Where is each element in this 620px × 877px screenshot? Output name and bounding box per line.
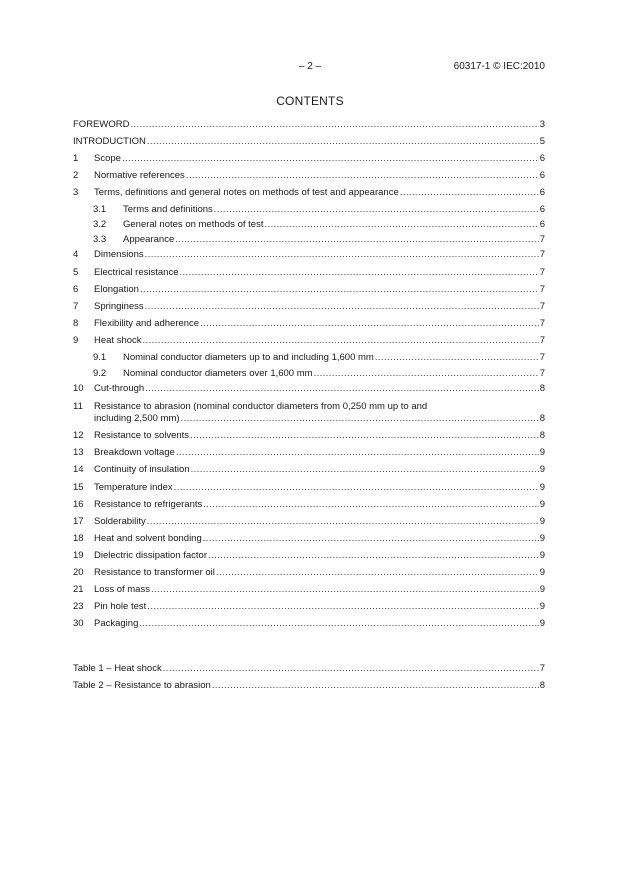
toc-page-number: 9: [539, 464, 545, 475]
toc-page-number: 9: [539, 550, 545, 561]
toc-page-number: 7: [539, 284, 545, 295]
toc-entry-number: 3.3: [93, 234, 107, 245]
toc-entry-text: Dimensions: [94, 249, 144, 260]
toc-page-number: 9: [539, 601, 545, 612]
toc-page-number: 9: [539, 567, 545, 578]
toc-entry-text: INTRODUCTION: [73, 136, 146, 147]
toc-entry-number: 5: [73, 267, 79, 278]
toc-entry-number: 4: [73, 249, 79, 260]
toc-entry-number: 30: [73, 618, 84, 629]
toc-page-number: 9: [539, 516, 545, 527]
toc-entry-text: Resistance to solvents: [94, 430, 190, 441]
toc-entry-7[interactable]: [73, 301, 545, 313]
toc-page-number: 6: [539, 153, 545, 164]
document-id: 60317-1 © IEC:2010: [453, 61, 545, 72]
toc-entry-text: Heat and solvent bonding: [94, 533, 202, 544]
toc-entry-number: 3.1: [93, 204, 107, 215]
toc-entry-13[interactable]: [73, 447, 545, 459]
toc-entry-number: 6: [73, 284, 79, 295]
toc-entry-16[interactable]: [73, 499, 545, 511]
toc-entry-text-continued: including 2,500 mm): [94, 413, 180, 424]
toc-page-number: 7: [539, 368, 545, 379]
toc-entry-20[interactable]: [73, 567, 545, 579]
toc-page-number: 6: [539, 187, 545, 198]
toc-entry-number: 9.1: [93, 352, 107, 363]
toc-entry-text: FOREWORD: [73, 119, 130, 130]
toc-entry-text: Breakdown voltage: [94, 447, 175, 458]
toc-entry-1[interactable]: [73, 153, 545, 165]
toc-entry-6[interactable]: [73, 284, 545, 296]
toc-entry-text: Resistance to abrasion (nominal conductor diameters from 0,250 mm up to and: [94, 401, 428, 412]
toc-entry-text: Flexibility and adherence: [94, 318, 200, 329]
toc-entry-3-2[interactable]: [73, 219, 545, 231]
toc-entry-number: 10: [73, 383, 84, 394]
toc-entry-number: 8: [73, 318, 79, 329]
toc-entry-number: 20: [73, 567, 84, 578]
page-title: CONTENTS: [276, 94, 344, 108]
toc-entry-text: Scope: [94, 153, 121, 164]
toc-entry-number: 21: [73, 584, 84, 595]
toc-page-number: 5: [539, 136, 545, 147]
toc-entry-text: Resistance to refrigerants: [94, 499, 203, 510]
toc-entry-text: General notes on methods of test: [123, 219, 264, 230]
toc-entry-text: Nominal conductor diameters over 1,600 mm: [123, 368, 313, 379]
table-list-entry-1[interactable]: [73, 663, 545, 675]
toc-entry-text: Solderability: [94, 516, 146, 527]
table-list-text: Table 2 – Resistance to abrasion: [73, 680, 211, 691]
toc-entry-9-1[interactable]: [73, 352, 545, 364]
toc-page-number: 6: [539, 219, 545, 230]
toc-entry-text: Springiness: [94, 301, 144, 312]
toc-entry-30[interactable]: [73, 618, 545, 630]
table-list-entry-2[interactable]: [73, 680, 545, 692]
toc-entry-number: 15: [73, 482, 84, 493]
toc-entry-14[interactable]: [73, 464, 545, 476]
toc-entry-18[interactable]: [73, 533, 545, 545]
toc-page-number: 9: [539, 482, 545, 493]
toc-entry-number: 3: [73, 187, 79, 198]
toc-page-number: 7: [539, 234, 545, 245]
toc-page-number: 6: [539, 204, 545, 215]
toc-page-number: 9: [539, 533, 545, 544]
toc-entry-15[interactable]: [73, 482, 545, 494]
toc-entry-5[interactable]: [73, 267, 545, 279]
toc-entry-number: 9: [73, 335, 79, 346]
toc-entry-text: Loss of mass: [94, 584, 150, 595]
toc-entry-8[interactable]: [73, 318, 545, 330]
toc-entry-number: 19: [73, 550, 84, 561]
toc-page-number: 7: [539, 267, 545, 278]
toc-page-number: 9: [539, 499, 545, 510]
toc-entry-text: Terms and definitions: [123, 204, 213, 215]
toc-entry-text: Dielectric dissipation factor: [94, 550, 207, 561]
toc-entry-text: Heat shock: [94, 335, 142, 346]
toc-entry-text: Continuity of insulation: [94, 464, 190, 475]
table-list-text: Table 1 – Heat shock: [73, 663, 162, 674]
toc-entry-number: 23: [73, 601, 84, 612]
toc-entry-12[interactable]: [73, 430, 545, 442]
toc-page-number: 7: [539, 352, 545, 363]
toc-entry-text: Normative references: [94, 170, 185, 181]
toc-entry-text: Packaging: [94, 618, 139, 629]
toc-entry-3-1[interactable]: [73, 204, 545, 216]
toc-entry-number: 3.2: [93, 219, 107, 230]
toc-entry-23[interactable]: [73, 601, 545, 613]
toc-entry-text: Temperature index: [94, 482, 173, 493]
toc-entry-foreword[interactable]: [73, 119, 545, 131]
toc-entry-introduction[interactable]: [73, 136, 545, 148]
table-list-page: 7: [539, 663, 545, 674]
toc-entry-10[interactable]: [73, 383, 545, 395]
toc-entry-text: Electrical resistance: [94, 267, 179, 278]
toc-entry-number: 7: [73, 301, 79, 312]
toc-entry-number: 16: [73, 499, 84, 510]
toc-page-number: 7: [539, 335, 545, 346]
toc-entry-17[interactable]: [73, 516, 545, 528]
toc-page-number: 8: [539, 430, 545, 441]
toc-entry-text: Pin hole test: [94, 601, 147, 612]
toc-entry-number: 11: [73, 401, 83, 412]
toc-entry-21[interactable]: [73, 584, 545, 596]
toc-entry-number: 14: [73, 464, 84, 475]
toc-entry-number: 12: [73, 430, 84, 441]
table-list-page: 8: [539, 680, 545, 691]
toc-entry-number: 18: [73, 533, 84, 544]
toc-entry-text: Appearance: [123, 234, 175, 245]
toc-entry-9-2[interactable]: [73, 368, 545, 380]
toc-page-number: 9: [539, 447, 545, 458]
toc-entry-text: Resistance to transformer oil: [94, 567, 215, 578]
toc-entry-text: Nominal conductor diameters up to and including 1,600 mm: [123, 352, 374, 363]
toc-entry-number: 17: [73, 516, 84, 527]
toc-page-number: 7: [539, 301, 545, 312]
toc-page-number: 7: [539, 318, 545, 329]
toc-page-number: 9: [539, 584, 545, 595]
toc-page-number: 9: [539, 618, 545, 629]
toc-entry-text: Terms, definitions and general notes on methods of test and appearance: [94, 187, 399, 198]
toc-entry-number: 13: [73, 447, 84, 458]
toc-entry-3-3[interactable]: [73, 234, 545, 246]
toc-page-number: 3: [539, 119, 545, 130]
toc-entry-11[interactable]: [73, 401, 545, 425]
toc-entry-number: 9.2: [93, 368, 107, 379]
toc-page-number: 8: [539, 383, 545, 394]
toc-entry-number: 2: [73, 170, 79, 181]
toc-page-number: 7: [539, 249, 545, 260]
page-number: – 2 –: [298, 61, 322, 72]
toc-entry-text: Elongation: [94, 284, 139, 295]
toc-entry-2[interactable]: [73, 170, 545, 182]
toc-entry-3[interactable]: [73, 187, 545, 199]
toc-entry-9[interactable]: [73, 335, 545, 347]
toc-entry-text: Cut-through: [94, 383, 145, 394]
toc-entry-4[interactable]: [73, 249, 545, 261]
toc-page-number: 6: [539, 170, 545, 181]
toc-entry-19[interactable]: [73, 550, 545, 562]
toc-page-number: 8: [539, 413, 545, 424]
toc-entry-number: 1: [73, 153, 79, 164]
